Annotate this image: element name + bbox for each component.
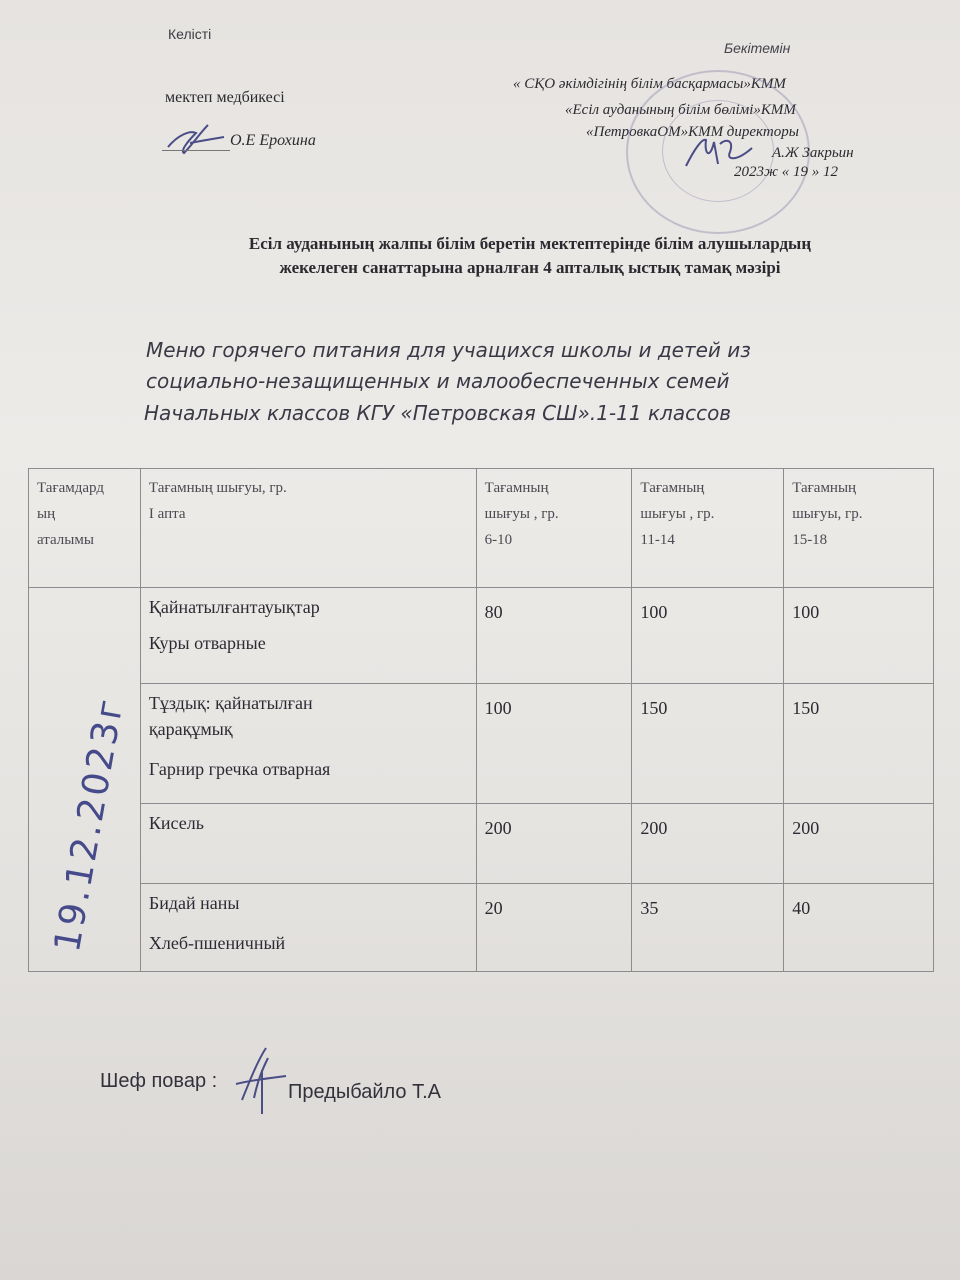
dish-name-cell xyxy=(140,588,476,684)
menu-table xyxy=(28,468,934,972)
portion-11-14 xyxy=(632,804,784,884)
header-age-6-10-line-1: Тағамның xyxy=(484,480,549,496)
dish-name-ru: Куры отварные xyxy=(148,633,266,653)
director-name: А.Ж Закрьин xyxy=(772,145,854,161)
header-age-15-18-range: 15-18 xyxy=(792,532,828,548)
table-row xyxy=(29,884,934,972)
table-row xyxy=(29,684,934,804)
chef-signature xyxy=(232,1040,292,1120)
dish-name-kz: Тұздық: қайнатылған қарақұмық xyxy=(148,693,313,739)
dish-name-cell xyxy=(140,884,476,972)
nurse-name: О.Е Ерохина xyxy=(230,132,316,149)
handwritten-date: 19.12.2023г xyxy=(47,693,133,956)
portion-15-18-value: 40 xyxy=(792,898,811,918)
portion-15-18-value: 150 xyxy=(792,698,820,718)
portion-11-14 xyxy=(632,884,784,972)
agreed-label: Келісті xyxy=(168,26,212,42)
header-dish-name xyxy=(29,469,141,588)
header-week xyxy=(140,469,476,588)
portion-11-14-value: 200 xyxy=(640,818,668,838)
header-age-6-10-range: 6-10 xyxy=(484,532,513,548)
title-ru-line-2: социально-незащищенных и малообеспеченных семей xyxy=(146,369,730,393)
header-age-6-10 xyxy=(476,469,632,588)
nurse-signature xyxy=(160,115,230,160)
portion-6-10-value: 100 xyxy=(484,698,512,718)
title-ru-line-3: Начальных классов КГУ «Петровская СШ».1-11 классов xyxy=(144,401,732,425)
dish-name-kz: Қайнатылғантауықтар xyxy=(148,597,320,617)
portion-11-14 xyxy=(632,684,784,804)
header-age-11-14-range: 11-14 xyxy=(640,532,675,548)
chef-name: Предыбайло Т.А xyxy=(288,1081,441,1103)
title-kz-line-1: Есіл ауданының жалпы білім беретін мектептерінде білім алушылардың xyxy=(248,234,812,253)
header-dish-name-part-3: аталымы xyxy=(37,532,94,548)
portion-11-14 xyxy=(632,588,784,684)
portion-11-14-value: 100 xyxy=(640,602,668,622)
portion-6-10 xyxy=(476,804,632,884)
portion-15-18-value: 100 xyxy=(792,602,820,622)
approved-label: Бекітемін xyxy=(724,40,791,56)
dish-name-ru: Хлеб-пшеничный xyxy=(148,933,286,953)
title-ru-line-1: Меню горячего питания для учащихся школы и детей из xyxy=(146,338,751,362)
table-row xyxy=(29,804,934,884)
portion-6-10 xyxy=(476,588,632,684)
nurse-role: мектеп медбикесі xyxy=(165,89,285,106)
chef-label: Шеф повар : xyxy=(100,1070,218,1092)
header-age-11-14-line-1: Тағамның xyxy=(640,480,705,496)
dish-name-cell xyxy=(140,804,476,884)
title-kz xyxy=(150,232,910,280)
portion-6-10-value: 20 xyxy=(484,898,503,918)
dish-name-kz: Бидай наны xyxy=(148,893,240,913)
portion-15-18 xyxy=(784,884,934,972)
portion-11-14-value: 150 xyxy=(640,698,668,718)
header-age-15-18-line-2: шығуы, гр. xyxy=(792,506,863,522)
dish-name-ru: Гарнир гречка отварная xyxy=(148,759,331,779)
portion-6-10-value: 80 xyxy=(484,602,503,622)
portion-6-10-value: 200 xyxy=(484,818,512,838)
dish-name-kz: Кисель xyxy=(148,813,204,833)
header-age-15-18 xyxy=(784,469,934,588)
date-cell xyxy=(29,588,141,972)
portion-6-10 xyxy=(476,684,632,804)
header-age-11-14-line-2: шығуы , гр. xyxy=(640,506,715,522)
title-kz-line-2: жекелеген санаттарына арналған 4 апталық ыстық тамақ мәзірі xyxy=(279,258,781,277)
table-header-row xyxy=(29,469,934,588)
header-age-15-18-line-1: Тағамның xyxy=(792,480,857,496)
approval-line-3: «ПетровкаОМ»КММ директоры xyxy=(586,124,799,140)
portion-11-14-value: 35 xyxy=(640,898,659,918)
portion-15-18 xyxy=(784,588,934,684)
header-week-yield: Тағамның шығуы, гр. xyxy=(148,480,287,496)
portion-15-18-value: 200 xyxy=(792,818,820,838)
approval-date: 2023ж « 19 » 12 xyxy=(734,164,838,180)
nurse-signature-line xyxy=(162,150,230,151)
portion-15-18 xyxy=(784,804,934,884)
header-dish-name-part-1: Тағамдард xyxy=(37,480,104,496)
portion-15-18 xyxy=(784,684,934,804)
dish-name-cell xyxy=(140,684,476,804)
header-dish-name-part-2: ың xyxy=(37,506,56,522)
portion-6-10 xyxy=(476,884,632,972)
approval-line-1: « СҚО әкімдігінің білім басқармасы»КММ xyxy=(513,76,786,92)
approval-line-2: «Есіл ауданының білім бөлімі»КММ xyxy=(565,102,796,118)
header-week-number: I апта xyxy=(148,506,186,522)
table-row xyxy=(29,588,934,684)
header-age-6-10-line-2: шығуы , гр. xyxy=(484,506,559,522)
header-age-11-14 xyxy=(632,469,784,588)
